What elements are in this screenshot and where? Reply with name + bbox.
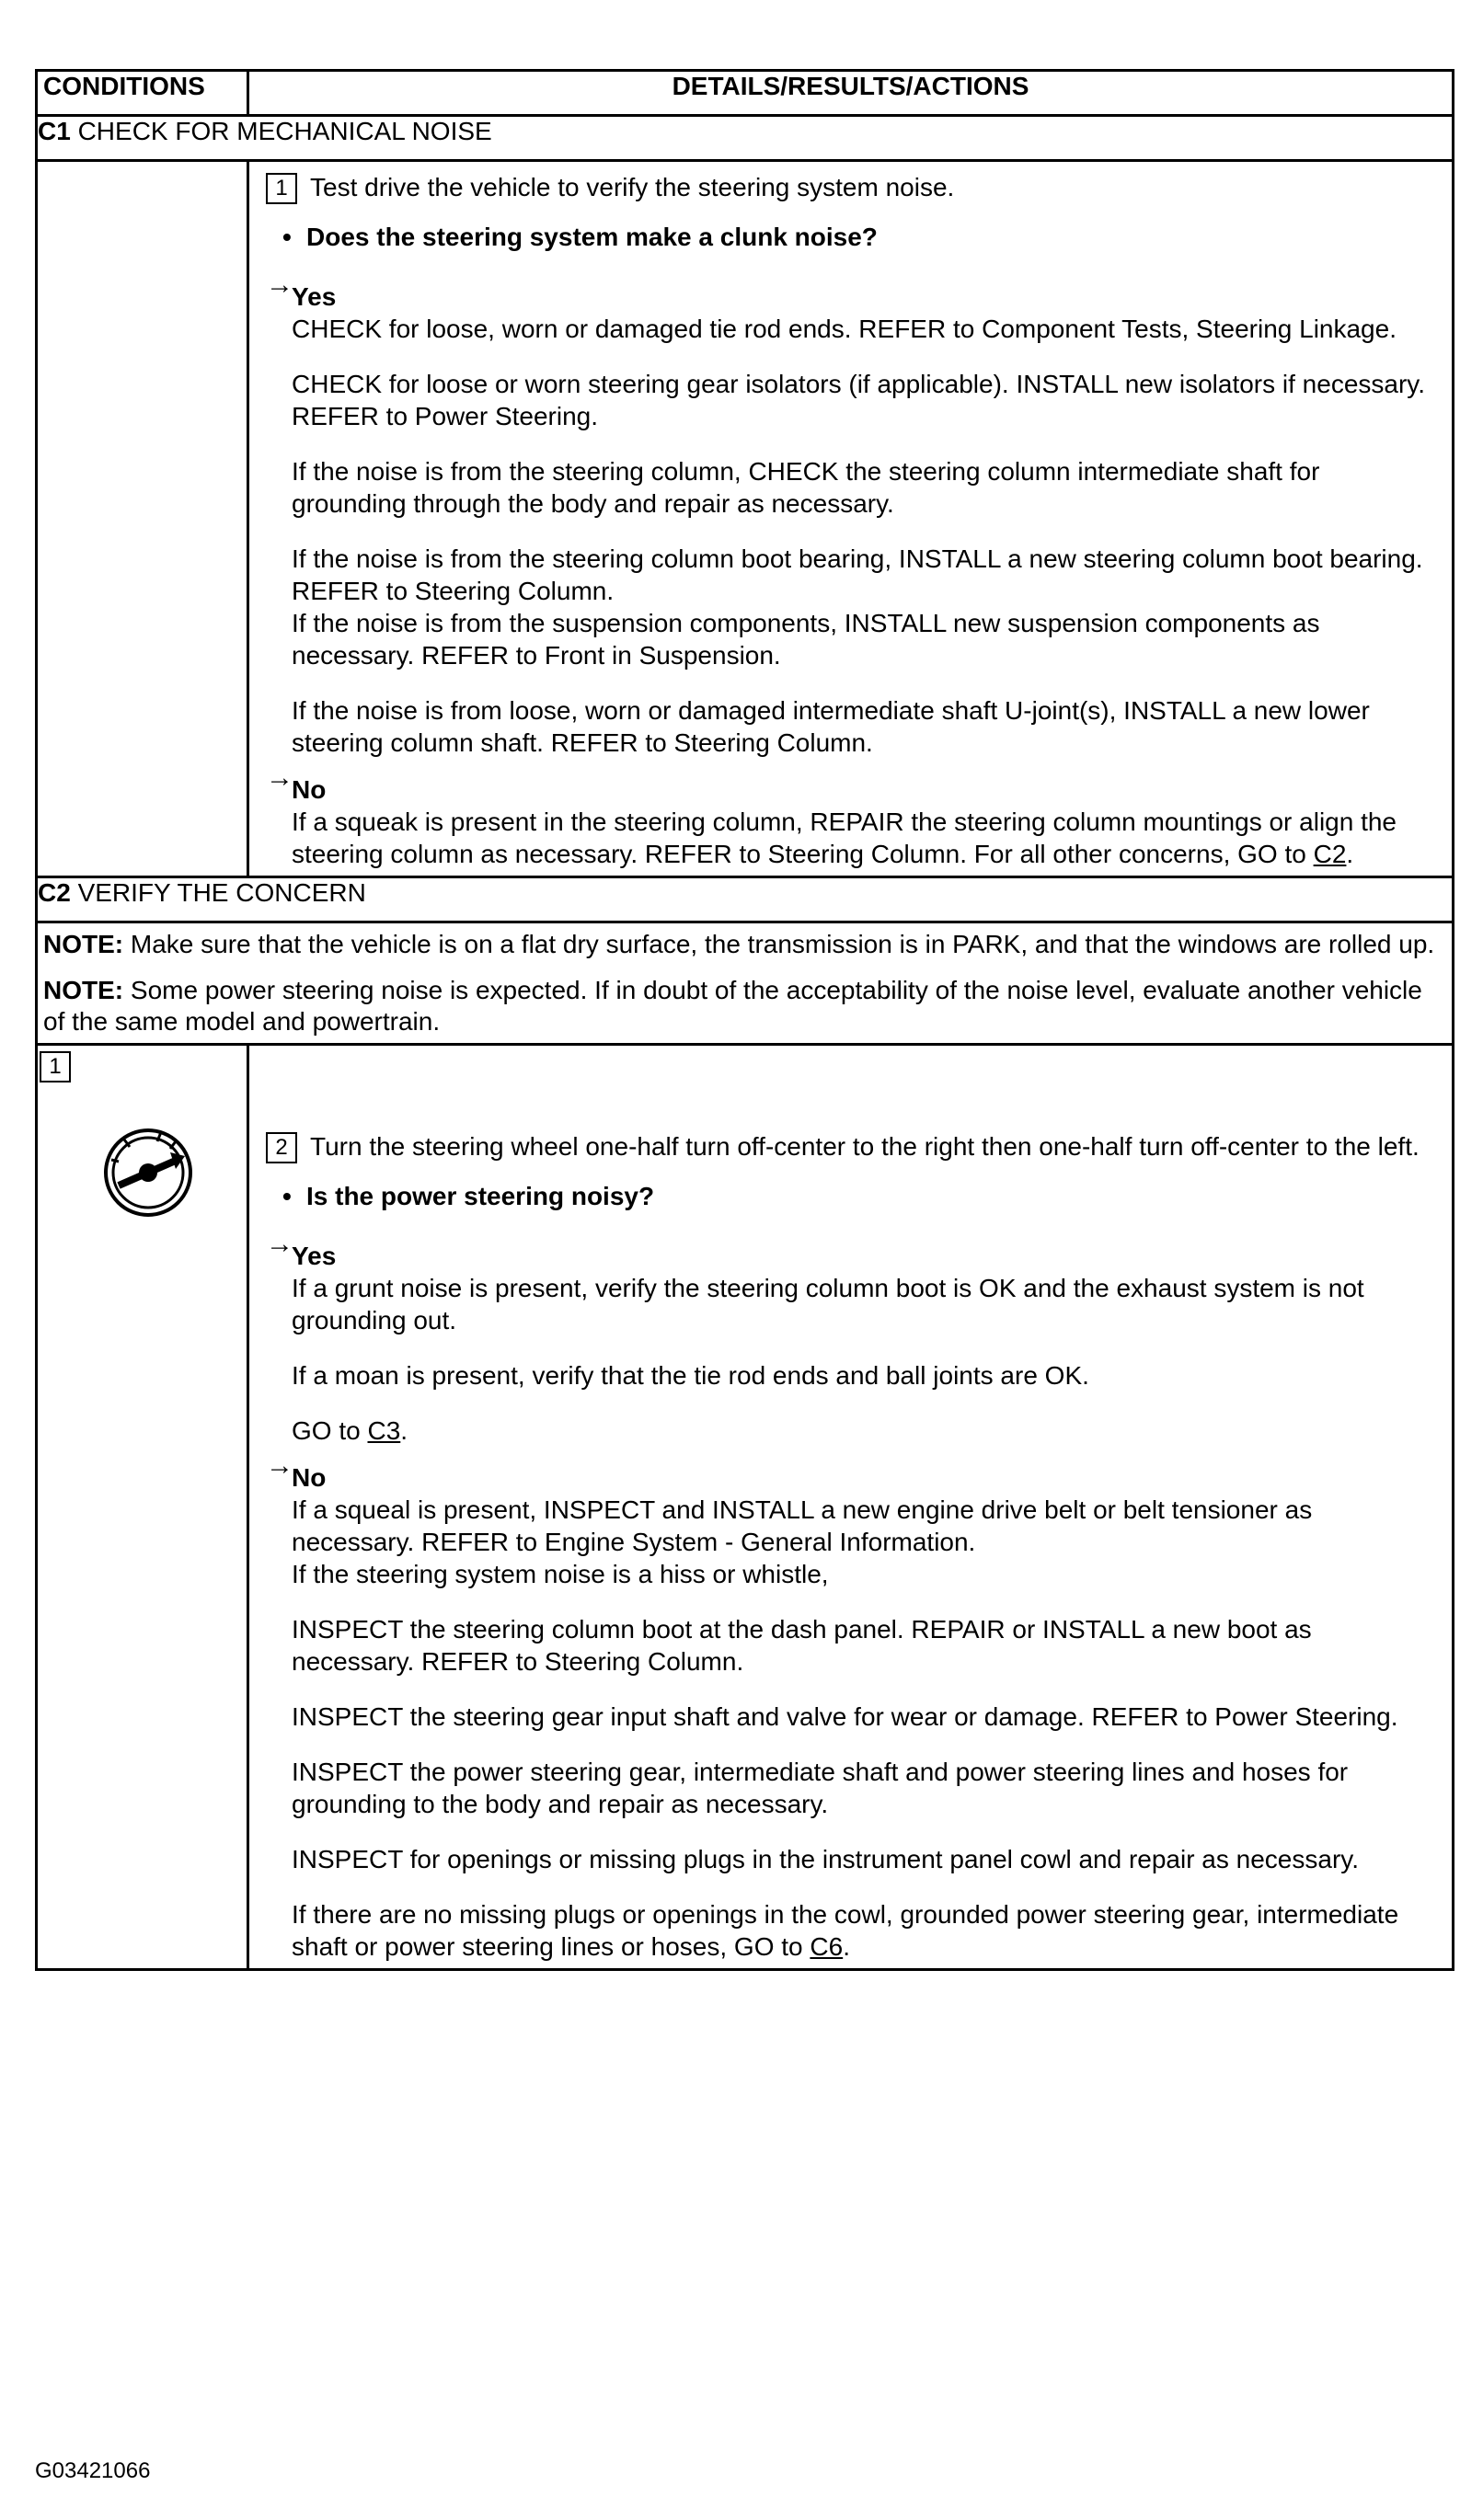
- c1-no-label: No: [292, 775, 327, 804]
- details-header: DETAILS/RESULTS/ACTIONS: [248, 71, 1454, 116]
- c2-step-text: Turn the steering wheel one-half turn off-center to the right then one-half turn off-center to the left.: [310, 1132, 1420, 1161]
- c2-no-p3: INSPECT the steering gear input shaft and valve for wear or damage. REFER to Power Steering.: [292, 1702, 1398, 1731]
- c2-no-p6: [292, 1898, 1441, 1963]
- step-number-box: 1: [266, 173, 297, 204]
- c1-yes-p4: If the noise is from the steering column boot bearing, INSTALL a new steering column boot bearing. REFER to Steering Column.: [292, 544, 1423, 605]
- c2-title-text: VERIFY THE CONCERN: [70, 878, 366, 907]
- arrow-right-icon: →: [266, 269, 293, 300]
- section-c1-title-row: [37, 116, 1454, 161]
- c2-code: C2: [38, 878, 71, 907]
- c1-question-text: Does the steering system make a clunk noise?: [306, 223, 878, 251]
- note-label: NOTE:: [43, 976, 124, 1004]
- c2-yes-goto: [292, 1415, 1441, 1447]
- c1-yes-p6: If the noise is from loose, worn or damaged intermediate shaft U-joint(s), INSTALL a new lower steering column shaft. REFER to Steering Column.: [292, 696, 1370, 757]
- c1-step-1: [266, 171, 1441, 204]
- c2-no-end: .: [843, 1932, 850, 1961]
- c2-no-p1: If a squeal is present, INSPECT and INSTALL a new engine drive belt or belt tensioner as necessary. REFER to Engine System - General Information.: [292, 1495, 1313, 1556]
- table-header-row: [37, 71, 1454, 116]
- goto-text: GO to: [292, 1416, 361, 1445]
- c1-code: C1: [38, 117, 71, 145]
- c2-no-p4: INSPECT the power steering gear, intermediate shaft and power steering lines and hoses for grounding to the body and repair as necessary.: [292, 1758, 1349, 1818]
- c2-note-2: [38, 966, 1452, 1043]
- c2-no-p6-text: If there are no missing plugs or openings in the cowl, grounded power steering gear, intermediate shaft or power steering lines or hoses, GO to: [292, 1900, 1399, 1961]
- goto-c2-link[interactable]: C2: [1313, 840, 1347, 868]
- c1-no-branch: [266, 764, 1441, 870]
- c2-details-cell: [248, 1045, 1454, 1970]
- c2-step-2: [266, 1130, 1441, 1163]
- c1-yes-branch: [266, 271, 1441, 759]
- section-c2-body-row: [37, 1045, 1454, 1970]
- figure-id: G03421066: [35, 2458, 151, 2483]
- c2-no-label: No: [292, 1463, 327, 1492]
- figure-step-box: 1: [40, 1051, 71, 1082]
- c1-step-text: Test drive the vehicle to verify the steering system noise.: [310, 173, 955, 201]
- c1-yes-p2: CHECK for loose or worn steering gear isolators (if applicable). INSTALL new isolators if necessary. REFER to Power Steering.: [292, 370, 1425, 430]
- c2-yes-p2: If a moan is present, verify that the tie rod ends and ball joints are OK.: [292, 1361, 1089, 1390]
- c1-yes-label: Yes: [292, 282, 337, 311]
- c2-figure-cell: [37, 1045, 248, 1970]
- c1-conditions-cell: [37, 161, 248, 877]
- arrow-right-icon: →: [266, 762, 293, 793]
- c1-yes-p5: If the noise is from the suspension components, INSTALL new suspension components as necessary. REFER to Front in Suspension.: [292, 609, 1320, 670]
- c2-no-p2: INSPECT the steering column boot at the dash panel. REPAIR or INSTALL a new boot as necessary. REFER to Steering Column.: [292, 1615, 1312, 1676]
- c2-yes-p1: If a grunt noise is present, verify the steering column boot is OK and the exhaust system is not grounding out.: [292, 1274, 1364, 1334]
- c1-no-text: [292, 806, 1441, 870]
- c1-details-cell: [248, 161, 1454, 877]
- section-c2-title: [37, 877, 1454, 922]
- diagnostic-table: [35, 69, 1454, 1971]
- bullet-icon: •: [282, 1182, 292, 1210]
- c2-no-p1b: If the steering system noise is a hiss or whistle,: [292, 1560, 829, 1588]
- bullet-icon: •: [282, 223, 292, 251]
- c2-question-text: Is the power steering noisy?: [306, 1182, 655, 1210]
- c2-no-p5: INSPECT for openings or missing plugs in the instrument panel cowl and repair as necessary.: [292, 1845, 1359, 1873]
- c2-no-branch: [266, 1452, 1441, 1963]
- c2-note-1: [38, 923, 1452, 966]
- c1-question: [282, 221, 1441, 253]
- c2-yes-end: .: [400, 1416, 408, 1445]
- steering-wheel-icon: [93, 1119, 203, 1220]
- section-c1-title: [37, 116, 1454, 161]
- section-c2-notes-row: [37, 922, 1454, 1045]
- procedure-document: [35, 69, 1452, 1971]
- c1-yes-p1: CHECK for loose, worn or damaged tie rod ends. REFER to Component Tests, Steering Linkage.: [292, 315, 1397, 343]
- c1-yes-p3: If the noise is from the steering column, CHECK the steering column intermediate shaft for grounding through the body and repair as necessary.: [292, 457, 1320, 518]
- note-1-text: Make sure that the vehicle is on a flat dry surface, the transmission is in PARK, and that the windows are rolled up.: [123, 930, 1435, 958]
- arrow-right-icon: →: [266, 1450, 293, 1481]
- conditions-header: CONDITIONS: [37, 71, 248, 116]
- step-number-box: 2: [266, 1132, 297, 1163]
- goto-c3-link[interactable]: C3: [367, 1416, 401, 1445]
- goto-c6-link[interactable]: C6: [810, 1932, 844, 1961]
- c1-title-text: CHECK FOR MECHANICAL NOISE: [70, 117, 492, 145]
- arrow-right-icon: →: [266, 1229, 293, 1259]
- c2-yes-branch: [266, 1231, 1441, 1447]
- section-c2-title-row: [37, 877, 1454, 922]
- c2-question: [282, 1180, 1441, 1212]
- c2-notes-cell: [37, 922, 1454, 1045]
- c1-no-body: If a squeak is present in the steering column, REPAIR the steering column mountings or align the steering column as necessary. REFER to Steering Column. For all other concerns, GO to: [292, 808, 1397, 868]
- section-c1-body-row: [37, 161, 1454, 877]
- note-label: NOTE:: [43, 930, 124, 958]
- c2-yes-label: Yes: [292, 1242, 337, 1270]
- note-2-text: Some power steering noise is expected. If in doubt of the acceptability of the noise level, evaluate another vehicle of the same model and powertrain.: [43, 976, 1422, 1036]
- c1-no-end: .: [1346, 840, 1354, 868]
